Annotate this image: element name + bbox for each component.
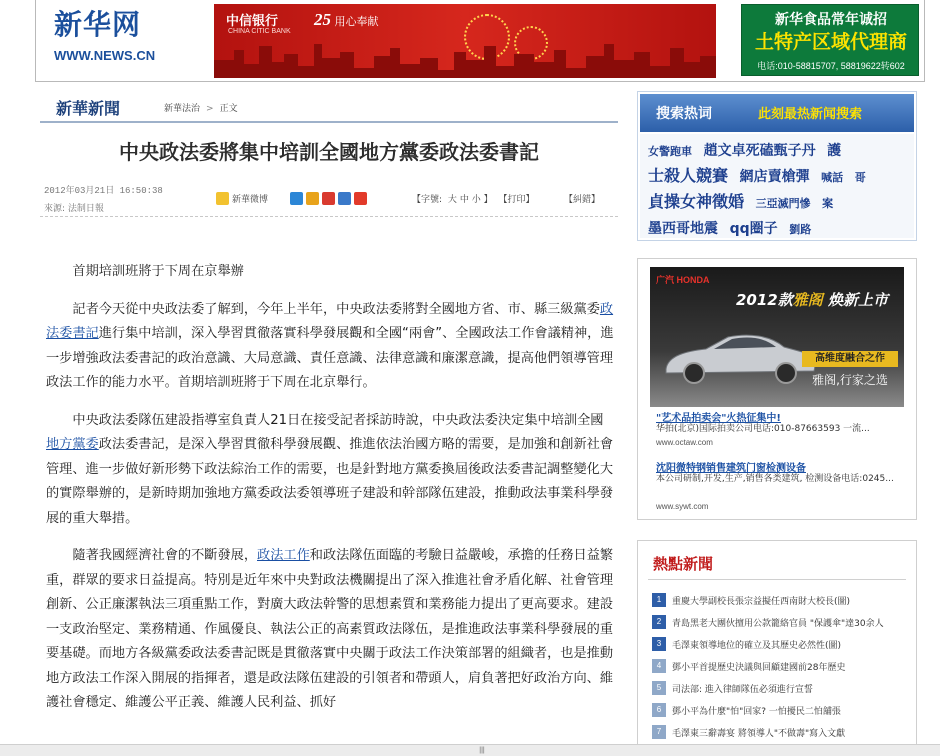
- hot-keyword-link[interactable]: qq圈子: [729, 221, 778, 237]
- honda-brand: 广汽 HONDA: [656, 275, 710, 285]
- paragraph-text: 和政法隊伍面臨的考驗日益嚴峻，承擔的任務日益繁重，群眾的要求日益提高。特別是近年來中央對政法機關提出了深入推進社會矛盾化解、社會管理創新、公正廉潔執法三項重點工作，對廣大政法幹警的思想素質和業務能力提出了更高要求。建設一支政治堅定、業務精通、作風優良、執法公正的高素質政法隊伍，是推進政法事業科學發展的重要基礎。而地方各級黨委政法委書記既是貫徹落實中央關于政法工作決策部署的組織者，也是推動地方政法工作深入開展的指揮者，還是政法隊伍建設的引領者和帶頭人，肩負著把好政治方向、維護社會穩定、維護公平正義、維護人民利益、抓好: [46, 548, 614, 710]
- hot-keyword-link[interactable]: 喊話: [821, 171, 844, 184]
- xinhua-logo[interactable]: [54, 8, 184, 68]
- breadcrumb: [164, 101, 238, 114]
- hot-news-item[interactable]: [652, 589, 908, 611]
- link-local-party-committee[interactable]: 地方黨委: [46, 437, 99, 452]
- paragraph-text: 中央政法委隊伍建設指導室負責人21日在接受記者採訪時說，中央政法委決定集中培訓全國: [72, 412, 604, 428]
- citic-anniv-num: 25: [314, 10, 331, 29]
- divider: [648, 579, 906, 580]
- hot-news-item[interactable]: [652, 655, 908, 677]
- hot-keyword-link[interactable]: 墨西哥地震: [648, 221, 718, 237]
- breadcrumb-law[interactable]: 新華法治: [164, 104, 201, 114]
- hot-keyword-link[interactable]: 護: [827, 143, 842, 159]
- hot-news-link[interactable]: 毛澤東三辭壽宴 將領導人"不做壽"寫入文獻: [672, 728, 846, 739]
- hot-search-keywords: [640, 134, 914, 238]
- hot-news-link[interactable]: 青島黑老大團伙擅用公款籠絡官員 "保護傘"達30余人: [672, 618, 884, 629]
- paragraph-1: [46, 298, 614, 396]
- scrollbar-grip-icon[interactable]: |||: [479, 747, 485, 754]
- hot-news-item[interactable]: [652, 611, 908, 633]
- honda-slogan: [736, 289, 888, 310]
- food-agent-banner-ad[interactable]: [741, 4, 919, 76]
- paragraph-text: 進行集中培訓，深入學習貫徹落實科學發展觀和全國“兩會”、全國政法工作會議精神，進一步增強政法委書記的政治意識、大局意識、責任意識、法律意識和廉潔意識，提高他們領導管理政法工作的能力水平。首期培訓班將于下周在北京舉行。: [46, 326, 614, 390]
- article-source: 來源: 法制日報: [44, 204, 104, 214]
- hot-keyword-link[interactable]: 士殺人競賽: [648, 166, 729, 185]
- hot-news-item[interactable]: [652, 699, 908, 721]
- share-more-icon[interactable]: [354, 192, 367, 205]
- divider: [40, 216, 618, 217]
- paragraph-text: 政法委書記，是深入學習貫徹科學發展觀、推進依法治國方略的需要，是加強和創新社會管理、進一步做好新形勢下政法綜治工作的需要，也是針對地方黨委換屆後政法委書記調整變化大的實際舉辦的，是新時期加強地方黨委政法委領導班子建設和幹部隊伍建設，推動政法事業科學發展的重大舉措。: [46, 437, 614, 526]
- hot-news-link[interactable]: 重慶大學副校長張宗益擬任西南財大校長(圖): [672, 596, 851, 607]
- honda-slogan-tail: 焕新上市: [828, 291, 889, 309]
- honda-accord-ad[interactable]: [650, 267, 904, 407]
- hot-news-link[interactable]: 司法部: 進入律師隊伍必須進行宣誓: [672, 684, 813, 695]
- weibo-icon[interactable]: [216, 192, 229, 205]
- ad-shenyang-desc: 本公司研制,开发,生产,销售各类建筑, 检测设备电话:0245...: [656, 474, 894, 484]
- rank-badge: 2: [652, 615, 666, 629]
- paragraph-text: 隨著我國經濟社會的不斷發展，: [72, 548, 258, 563]
- top-header: [35, 0, 925, 82]
- share-renren-icon[interactable]: [322, 192, 335, 205]
- hot-news-link[interactable]: 毛澤東領導地位的確立及其歷史必然性(圖): [672, 640, 842, 651]
- car-icon: [658, 325, 818, 387]
- font-big-button[interactable]: 大: [447, 195, 457, 205]
- breadcrumb-separator: >: [206, 104, 214, 114]
- article-column: [40, 90, 618, 756]
- logo-cn: 新华网: [54, 8, 142, 41]
- article-title: 中央政法委將集中培訓全國地方黨委政法委書記: [119, 140, 539, 164]
- hot-keyword-link[interactable]: 趙文卓死磕甄子丹: [703, 143, 816, 159]
- font-small-button[interactable]: 小: [471, 195, 481, 205]
- rank-badge: 4: [652, 659, 666, 673]
- citic-anniv-text: 用心奉献: [334, 15, 379, 28]
- rank-badge: 1: [652, 593, 666, 607]
- logo-url: WWW.NEWS.CN: [54, 48, 156, 63]
- food-ad-line2: 土特产区域代理商: [754, 31, 907, 53]
- food-ad-phone: 电话:010-58815707, 58819622转602: [757, 61, 905, 71]
- honda-model: 雅阁: [792, 291, 823, 309]
- ad-auction-link[interactable]: "艺术品拍卖会"火热征集中!: [656, 413, 781, 424]
- rank-badge: 7: [652, 725, 666, 739]
- food-ad-line1: 新华食品常年诚招: [775, 12, 887, 28]
- hot-keyword-link[interactable]: 女警跑車: [648, 145, 692, 158]
- hot-search-header: [640, 94, 914, 132]
- breadcrumb-current: 正文: [219, 104, 238, 114]
- font-size-tools: [412, 192, 535, 205]
- ad-shenyang-link[interactable]: 沈阳微特钢销售建筑门窗检测设备: [656, 463, 806, 474]
- hot-news-link[interactable]: 鄧小平為什麼"怕"回家? 一怕擾民二怕舖張: [672, 706, 841, 717]
- honda-tag1: 高维度融合之作: [802, 351, 898, 367]
- font-size-close: 】: [483, 195, 493, 205]
- ad-auction-desc: 华拍(北京)国际拍卖公司电话:010-87663593 一流...: [656, 424, 870, 434]
- hot-news-item[interactable]: [652, 721, 908, 743]
- citic-brand: 中信银行: [226, 14, 279, 29]
- hot-keyword-link[interactable]: 貞操女神徵婚: [648, 192, 745, 211]
- city-skyline-icon: [214, 40, 716, 78]
- right-ad-box: [637, 258, 917, 520]
- honda-tag2: 雅阁,行家之选: [812, 373, 888, 387]
- share-tqq-icon[interactable]: [338, 192, 351, 205]
- rank-badge: 6: [652, 703, 666, 717]
- hot-news-item[interactable]: [652, 677, 908, 699]
- hot-news-box: [637, 540, 917, 756]
- article-date: 2012年03月21日 16:50:38: [44, 186, 163, 196]
- honda-year: 2012款: [736, 291, 793, 309]
- section-title-link[interactable]: 新華新聞: [56, 99, 121, 118]
- paragraph-3: [46, 544, 614, 716]
- horizontal-scrollbar[interactable]: [0, 744, 940, 756]
- ad-shenyang-url[interactable]: www.sywt.com: [656, 502, 709, 511]
- citic-brand-en: CHINA CITIC BANK: [228, 28, 291, 35]
- ad-auction-url[interactable]: www.octaw.com: [656, 438, 713, 447]
- hot-keyword-link[interactable]: 劉路: [789, 223, 812, 236]
- paragraph-2: [46, 409, 614, 532]
- hot-news-link[interactable]: 鄧小平首提歷史決議與回顧建國前28年歷史: [672, 662, 846, 673]
- rank-badge: 3: [652, 637, 666, 651]
- hot-keyword-link[interactable]: 案: [822, 197, 834, 210]
- share-bar: [216, 192, 370, 205]
- hot-search-subtitle: 此刻最热新闻搜索: [758, 107, 863, 122]
- rank-badge: 5: [652, 681, 666, 695]
- citic-bank-banner-ad[interactable]: [214, 4, 716, 78]
- hot-search-title: 搜索热词: [656, 106, 712, 122]
- article-subtitle: 首期培訓班將于下周在京舉辦: [72, 264, 244, 279]
- link-political-legal-work[interactable]: 政法工作: [257, 548, 310, 563]
- font-mid-button[interactable]: 中: [459, 195, 469, 205]
- paragraph-text: 記者今天從中央政法委了解到，今年上半年，中央政法委將對全國地方省、市、縣三級黨委: [72, 301, 600, 317]
- hot-keyword-link[interactable]: 網店賣槍彈: [739, 169, 810, 185]
- share-kaixin-icon[interactable]: [306, 192, 319, 205]
- link-political-legal-secretary[interactable]: 政法委書記: [46, 301, 614, 341]
- hot-news-item[interactable]: [652, 633, 908, 655]
- print-button[interactable]: 【打印】: [498, 195, 535, 205]
- hot-news-title: 熱點新聞: [653, 555, 714, 573]
- citic-anniversary: [314, 10, 379, 30]
- hot-keyword-link[interactable]: 哥: [854, 171, 866, 184]
- hot-search-box: [637, 91, 917, 241]
- report-error-button[interactable]: 【糾錯】: [564, 195, 601, 205]
- section-bar: [40, 90, 618, 123]
- hot-news-list: [652, 589, 908, 743]
- font-size-label: 【字號:: [412, 195, 443, 205]
- hot-keyword-link[interactable]: 三亞滅門慘: [755, 197, 811, 210]
- xinhua-weibo-link[interactable]: 新華微博: [232, 195, 269, 205]
- article-body: [46, 260, 614, 729]
- share-qzone-icon[interactable]: [290, 192, 303, 205]
